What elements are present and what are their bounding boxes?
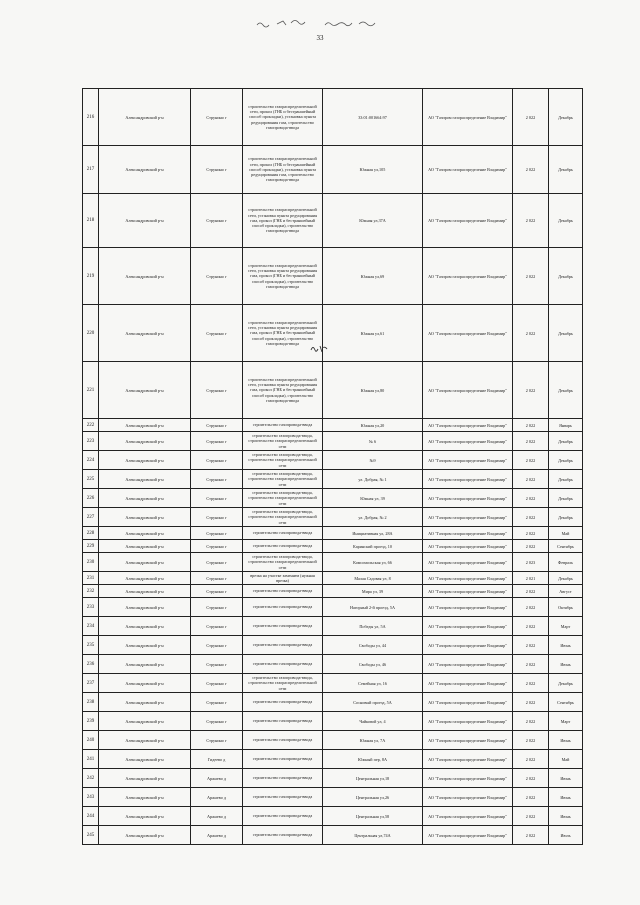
month-cell: Май <box>549 750 583 769</box>
year-cell: 2 022 <box>513 489 549 508</box>
district-cell: Александровский р-н <box>99 146 191 194</box>
address-cell: Победы ул, 5А <box>323 617 423 636</box>
work-type-cell: строительство газораспределительной сети, установка пункта редуцирования газа, прокол (ГНБ и бестраншейный способ прокладки), строительство газопровода-ввода <box>243 305 323 362</box>
address-cell: Чайковой ул, 4 <box>323 712 423 731</box>
address-cell: Семейная ул, 16 <box>323 674 423 693</box>
year-cell: 2 023 <box>513 553 549 572</box>
address-cell: Южная ул, 39 <box>323 489 423 508</box>
district-cell: Александровский р-н <box>99 769 191 788</box>
address-cell: Центральная ул,26 <box>323 788 423 807</box>
row-number: 218 <box>83 194 99 248</box>
year-cell: 2 022 <box>513 419 549 432</box>
work-type-cell: строительство газопровода-ввода <box>243 636 323 655</box>
work-type-cell: строительство газопровода-ввода <box>243 788 323 807</box>
address-cell: Свободы ул, 44 <box>323 636 423 655</box>
table-row <box>83 712 583 731</box>
month-cell: Июль <box>549 826 583 845</box>
work-type-cell: врезка на участке заменяем (нужная врезка) <box>243 572 323 585</box>
district-cell: Александровский р-н <box>99 362 191 419</box>
settlement-cell: Струнино г <box>191 508 243 527</box>
work-type-cell: строительство газопровода-ввода <box>243 598 323 617</box>
year-cell: 2 022 <box>513 693 549 712</box>
settlement-cell: Струнино г <box>191 305 243 362</box>
table-row <box>83 788 583 807</box>
year-cell: 2 022 <box>513 89 549 146</box>
month-cell: Декабрь <box>549 489 583 508</box>
work-type-cell: строительство газопровода-ввода <box>243 712 323 731</box>
address-cell: Южная ул,61 <box>323 305 423 362</box>
district-cell: Александровский р-н <box>99 750 191 769</box>
owner-cell: АО "Газпром газораспределение Владимир" <box>423 693 513 712</box>
month-cell: Июнь <box>549 788 583 807</box>
month-cell: Сентябрь <box>549 693 583 712</box>
owner-cell: АО "Газпром газораспределение Владимир" <box>423 419 513 432</box>
district-cell: Александровский р-н <box>99 540 191 553</box>
table-row <box>83 194 583 248</box>
settlement-cell: Струнино г <box>191 362 243 419</box>
district-cell: Александровский р-н <box>99 419 191 432</box>
table-row <box>83 617 583 636</box>
month-cell: Декабрь <box>549 194 583 248</box>
year-cell: 2 021 <box>513 572 549 585</box>
address-cell: Центральная ул,74А <box>323 826 423 845</box>
row-number: 235 <box>83 636 99 655</box>
month-cell: Декабрь <box>549 89 583 146</box>
row-number: 245 <box>83 826 99 845</box>
row-number: 227 <box>83 508 99 527</box>
row-number: 234 <box>83 617 99 636</box>
year-cell: 2 022 <box>513 305 549 362</box>
year-cell: 2 022 <box>513 826 549 845</box>
month-cell: Декабрь <box>549 470 583 489</box>
owner-cell: АО "Газпром газораспределение Владимир" <box>423 89 513 146</box>
owner-cell: АО "Газпром газораспределение Владимир" <box>423 146 513 194</box>
month-cell: Февраль <box>549 553 583 572</box>
year-cell: 2 022 <box>513 248 549 305</box>
settlement-cell: Струнино г <box>191 194 243 248</box>
work-type-cell: строительство газопровода-ввода <box>243 693 323 712</box>
district-cell: Александровский р-н <box>99 432 191 451</box>
district-cell: Александровский р-н <box>99 674 191 693</box>
row-number: 233 <box>83 598 99 617</box>
month-cell: Июнь <box>549 769 583 788</box>
table-row <box>83 598 583 617</box>
row-number: 239 <box>83 712 99 731</box>
work-type-cell: строительство газопровода-ввода, строительство газораспределительной сети <box>243 508 323 527</box>
month-cell: Декабрь <box>549 432 583 451</box>
work-type-cell: строительство газопровода-ввода <box>243 617 323 636</box>
address-cell: ул. Добрая, № 2 <box>323 508 423 527</box>
work-type-cell: строительство газопровода-ввода <box>243 655 323 674</box>
owner-cell: АО "Газпром газораспределение Владимир" <box>423 807 513 826</box>
year-cell: 2 022 <box>513 731 549 750</box>
month-cell: Декабрь <box>549 508 583 527</box>
owner-cell: АО "Газпром газораспределение Владимир" <box>423 451 513 470</box>
owner-cell: АО "Газпром газораспределение Владимир" <box>423 750 513 769</box>
table-row <box>83 527 583 540</box>
address-cell: Южная ул,20 <box>323 419 423 432</box>
row-number: 220 <box>83 305 99 362</box>
owner-cell: АО "Газпром газораспределение Владимир" <box>423 540 513 553</box>
row-number: 238 <box>83 693 99 712</box>
table-row <box>83 89 583 146</box>
work-type-cell: строительство газораспределительной сети, прокол (ГНБ и бестраншейный способ прокладки), установка пункта редуцирования газа, строительство газопровода-ввода <box>243 89 323 146</box>
page-number: 33 <box>316 34 324 42</box>
work-type-cell: строительство газопровода-ввода <box>243 540 323 553</box>
table-row <box>83 451 583 470</box>
owner-cell: АО "Газпром газораспределение Владимир" <box>423 362 513 419</box>
year-cell: 2 022 <box>513 540 549 553</box>
year-cell: 2 022 <box>513 598 549 617</box>
settlement-cell: Струнино г <box>191 432 243 451</box>
year-cell: 2 022 <box>513 585 549 598</box>
settlement-cell: Струнино г <box>191 146 243 194</box>
row-number: 230 <box>83 553 99 572</box>
address-cell: Мира ул, 39 <box>323 585 423 598</box>
address-cell: Свободы ул, 46 <box>323 655 423 674</box>
table-row <box>83 572 583 585</box>
row-number: 216 <box>83 89 99 146</box>
year-cell: 2 022 <box>513 362 549 419</box>
work-type-cell: строительство газопровода-ввода <box>243 527 323 540</box>
owner-cell: АО "Газпром газораспределение Владимир" <box>423 527 513 540</box>
owner-cell: АО "Газпром газораспределение Владимир" <box>423 572 513 585</box>
table-row <box>83 636 583 655</box>
row-number: 228 <box>83 527 99 540</box>
owner-cell: АО "Газпром газораспределение Владимир" <box>423 598 513 617</box>
work-type-cell: строительство газопровода-ввода <box>243 585 323 598</box>
table-row <box>83 731 583 750</box>
district-cell: Александровский р-н <box>99 248 191 305</box>
month-cell: Декабрь <box>549 362 583 419</box>
row-number: 236 <box>83 655 99 674</box>
work-type-cell: строительство газопровода-ввода, строительство газораспределительной сети <box>243 489 323 508</box>
owner-cell: АО "Газпром газораспределение Владимир" <box>423 674 513 693</box>
address-cell: Южный пер, 8А <box>323 750 423 769</box>
district-cell: Александровский р-н <box>99 89 191 146</box>
table-row <box>83 508 583 527</box>
district-cell: Александровский р-н <box>99 712 191 731</box>
year-cell: 2 022 <box>513 769 549 788</box>
district-cell: Александровский р-н <box>99 553 191 572</box>
district-cell: Александровский р-н <box>99 693 191 712</box>
district-cell: Александровский р-н <box>99 194 191 248</box>
table-row <box>83 432 583 451</box>
row-number: 217 <box>83 146 99 194</box>
address-cell: Южная ул,80 <box>323 362 423 419</box>
work-type-cell: строительство газопровода-ввода <box>243 826 323 845</box>
table-row <box>83 807 583 826</box>
month-cell: Декабрь <box>549 305 583 362</box>
settlement-cell: Струнино г <box>191 527 243 540</box>
year-cell: 2 022 <box>513 146 549 194</box>
work-type-cell: строительство газопровода-ввода <box>243 731 323 750</box>
address-cell: Южная ул, 7А <box>323 731 423 750</box>
table-row <box>83 826 583 845</box>
year-cell: 2 022 <box>513 470 549 489</box>
row-number: 241 <box>83 750 99 769</box>
owner-cell: АО "Газпром газораспределение Владимир" <box>423 769 513 788</box>
address-cell: Нагорный 2-й проезд, 5А <box>323 598 423 617</box>
row-number: 222 <box>83 419 99 432</box>
district-cell: Александровский р-н <box>99 489 191 508</box>
table-row <box>83 769 583 788</box>
row-number: 243 <box>83 788 99 807</box>
owner-cell: АО "Газпром газораспределение Владимир" <box>423 655 513 674</box>
address-cell: Южная ул,105 <box>323 146 423 194</box>
year-cell: 2 022 <box>513 617 549 636</box>
settlement-cell: Струнино г <box>191 248 243 305</box>
district-cell: Александровский р-н <box>99 617 191 636</box>
table-row <box>83 750 583 769</box>
settlement-cell: Струнино г <box>191 553 243 572</box>
district-cell: Александровский р-н <box>99 826 191 845</box>
table-row <box>83 585 583 598</box>
address-cell: № 6 <box>323 432 423 451</box>
month-cell: Март <box>549 712 583 731</box>
month-cell: Июнь <box>549 807 583 826</box>
settlement-cell: Струнино г <box>191 419 243 432</box>
year-cell: 2 022 <box>513 807 549 826</box>
owner-cell: АО "Газпром газораспределение Владимир" <box>423 585 513 598</box>
address-cell: Центральная ул,58 <box>323 807 423 826</box>
row-number: 226 <box>83 489 99 508</box>
settlement-cell: Струнино г <box>191 451 243 470</box>
row-number: 231 <box>83 572 99 585</box>
year-cell: 2 022 <box>513 750 549 769</box>
settlement-cell: Струнино г <box>191 540 243 553</box>
year-cell: 2 022 <box>513 788 549 807</box>
month-cell: Декабрь <box>549 572 583 585</box>
gas-connection-registry-table <box>82 88 583 845</box>
row-number: 225 <box>83 470 99 489</box>
owner-cell: АО "Газпром газораспределение Владимир" <box>423 248 513 305</box>
handwritten-initials-mark <box>310 344 328 354</box>
table-row <box>83 553 583 572</box>
month-cell: Июнь <box>549 636 583 655</box>
row-number: 229 <box>83 540 99 553</box>
address-cell: Южная ул,37А <box>323 194 423 248</box>
owner-cell: АО "Газпром газораспределение Владимир" <box>423 712 513 731</box>
settlement-cell: Аржаево д <box>191 788 243 807</box>
settlement-cell: Струнино г <box>191 636 243 655</box>
address-cell: Малая Садовая ул, 8 <box>323 572 423 585</box>
owner-cell: АО "Газпром газораспределение Владимир" <box>423 489 513 508</box>
settlement-cell: Аржаево д <box>191 826 243 845</box>
year-cell: 2 022 <box>513 655 549 674</box>
year-cell: 2 022 <box>513 194 549 248</box>
address-cell: 33:01:001664:97 <box>323 89 423 146</box>
owner-cell: АО "Газпром газораспределение Владимир" <box>423 617 513 636</box>
district-cell: Александровский р-н <box>99 527 191 540</box>
table-row <box>83 674 583 693</box>
address-cell: Южная ул,69 <box>323 248 423 305</box>
month-cell: Август <box>549 585 583 598</box>
table-row <box>83 470 583 489</box>
address-cell: Сосновый проезд, 5А <box>323 693 423 712</box>
year-cell: 2 022 <box>513 674 549 693</box>
month-cell: Октябрь <box>549 598 583 617</box>
year-cell: 2 022 <box>513 451 549 470</box>
district-cell: Александровский р-н <box>99 585 191 598</box>
settlement-cell: Струнино г <box>191 89 243 146</box>
address-cell: ул. Добрая, № 1 <box>323 470 423 489</box>
row-number: 244 <box>83 807 99 826</box>
year-cell: 2 022 <box>513 636 549 655</box>
year-cell: 2 022 <box>513 508 549 527</box>
row-number: 223 <box>83 432 99 451</box>
table-row <box>83 419 583 432</box>
work-type-cell: строительство газопровода-ввода <box>243 750 323 769</box>
row-number: 237 <box>83 674 99 693</box>
district-cell: Александровский р-н <box>99 655 191 674</box>
year-cell: 2 022 <box>513 527 549 540</box>
owner-cell: АО "Газпром газораспределение Владимир" <box>423 788 513 807</box>
settlement-cell: Струнино г <box>191 598 243 617</box>
district-cell: Александровский р-н <box>99 572 191 585</box>
row-number: 219 <box>83 248 99 305</box>
work-type-cell: строительство газопровода-ввода, строительство газораспределительной сети <box>243 451 323 470</box>
work-type-cell: строительство газопровода-ввода <box>243 769 323 788</box>
settlement-cell: Струнино г <box>191 693 243 712</box>
settlement-cell: Аржаево д <box>191 807 243 826</box>
table-row <box>83 655 583 674</box>
table-row <box>83 489 583 508</box>
work-type-cell: строительство газораспределительной сети, прокол (ГНБ и бестраншейный способ прокладки), установка пункта редуцирования газа, строительство газопровода-ввода <box>243 146 323 194</box>
row-number: 240 <box>83 731 99 750</box>
month-cell: Январь <box>549 419 583 432</box>
owner-cell: АО "Газпром газораспределение Владимир" <box>423 470 513 489</box>
settlement-cell: Струнино г <box>191 617 243 636</box>
settlement-cell: Струнино г <box>191 585 243 598</box>
district-cell: Александровский р-н <box>99 807 191 826</box>
work-type-cell: строительство газопровода-ввода, строительство газораспределительной сети <box>243 553 323 572</box>
row-number: 221 <box>83 362 99 419</box>
work-type-cell: строительство газопровода-ввода <box>243 419 323 432</box>
settlement-cell: Струнино г <box>191 655 243 674</box>
address-cell: Инициативная ул, 28А <box>323 527 423 540</box>
month-cell: Сентябрь <box>549 540 583 553</box>
month-cell: Декабрь <box>549 451 583 470</box>
address-cell: Комсомольская ул, 66 <box>323 553 423 572</box>
month-cell: Июнь <box>549 731 583 750</box>
settlement-cell: Гидеево д <box>191 750 243 769</box>
owner-cell: АО "Газпром газораспределение Владимир" <box>423 508 513 527</box>
owner-cell: АО "Газпром газораспределение Владимир" <box>423 731 513 750</box>
district-cell: Александровский р-н <box>99 788 191 807</box>
settlement-cell: Струнино г <box>191 712 243 731</box>
settlement-cell: Струнино г <box>191 470 243 489</box>
row-number: 242 <box>83 769 99 788</box>
table-row <box>83 362 583 419</box>
row-number: 232 <box>83 585 99 598</box>
district-cell: Александровский р-н <box>99 731 191 750</box>
table-row <box>83 146 583 194</box>
row-number: 224 <box>83 451 99 470</box>
work-type-cell: строительство газораспределительной сети, установка пункта редуцирования газа, прокол (ГНБ и бестраншейный способ прокладки), строительство газопровода-ввода <box>243 194 323 248</box>
district-cell: Александровский р-н <box>99 470 191 489</box>
month-cell: Июнь <box>549 655 583 674</box>
settlement-cell: Струнино г <box>191 489 243 508</box>
district-cell: Александровский р-н <box>99 451 191 470</box>
month-cell: Май <box>549 527 583 540</box>
settlement-cell: Аржаево д <box>191 769 243 788</box>
work-type-cell: строительство газопровода-ввода, строительство газораспределительной сети <box>243 432 323 451</box>
district-cell: Александровский р-н <box>99 508 191 527</box>
owner-cell: АО "Газпром газораспределение Владимир" <box>423 432 513 451</box>
address-cell: Центральная ул,18 <box>323 769 423 788</box>
owner-cell: АО "Газпром газораспределение Владимир" <box>423 636 513 655</box>
year-cell: 2 022 <box>513 432 549 451</box>
address-cell: Каринский проезд, 10 <box>323 540 423 553</box>
header-handwriting-scribble <box>255 16 385 30</box>
month-cell: Декабрь <box>549 674 583 693</box>
work-type-cell: строительство газопровода-ввода, строительство газораспределительной сети <box>243 674 323 693</box>
work-type-cell: строительство газопровода-ввода <box>243 807 323 826</box>
work-type-cell: строительство газораспределительной сети, установка пункта редуцирования газа, прокол (ГНБ и бестраншейный способ прокладки), строительство газопровода-ввода <box>243 362 323 419</box>
month-cell: Декабрь <box>549 146 583 194</box>
district-cell: Александровский р-н <box>99 305 191 362</box>
table-row <box>83 248 583 305</box>
settlement-cell: Струнино г <box>191 731 243 750</box>
month-cell: Декабрь <box>549 248 583 305</box>
table-row <box>83 305 583 362</box>
address-cell: №9 <box>323 451 423 470</box>
year-cell: 2 022 <box>513 712 549 731</box>
settlement-cell: Струнино г <box>191 674 243 693</box>
district-cell: Александровский р-н <box>99 598 191 617</box>
owner-cell: АО "Газпром газораспределение Владимир" <box>423 194 513 248</box>
table-row <box>83 540 583 553</box>
table-row <box>83 693 583 712</box>
month-cell: Март <box>549 617 583 636</box>
settlement-cell: Струнино г <box>191 572 243 585</box>
owner-cell: АО "Газпром газораспределение Владимир" <box>423 553 513 572</box>
work-type-cell: строительство газораспределительной сети, установка пункта редуцирования газа, прокол (ГНБ и бестраншейный способ прокладки), строительство газопровода-ввода <box>243 248 323 305</box>
owner-cell: АО "Газпром газораспределение Владимир" <box>423 305 513 362</box>
work-type-cell: строительство газопровода-ввода, строительство газораспределительной сети <box>243 470 323 489</box>
owner-cell: АО "Газпром газораспределение Владимир" <box>423 826 513 845</box>
district-cell: Александровский р-н <box>99 636 191 655</box>
